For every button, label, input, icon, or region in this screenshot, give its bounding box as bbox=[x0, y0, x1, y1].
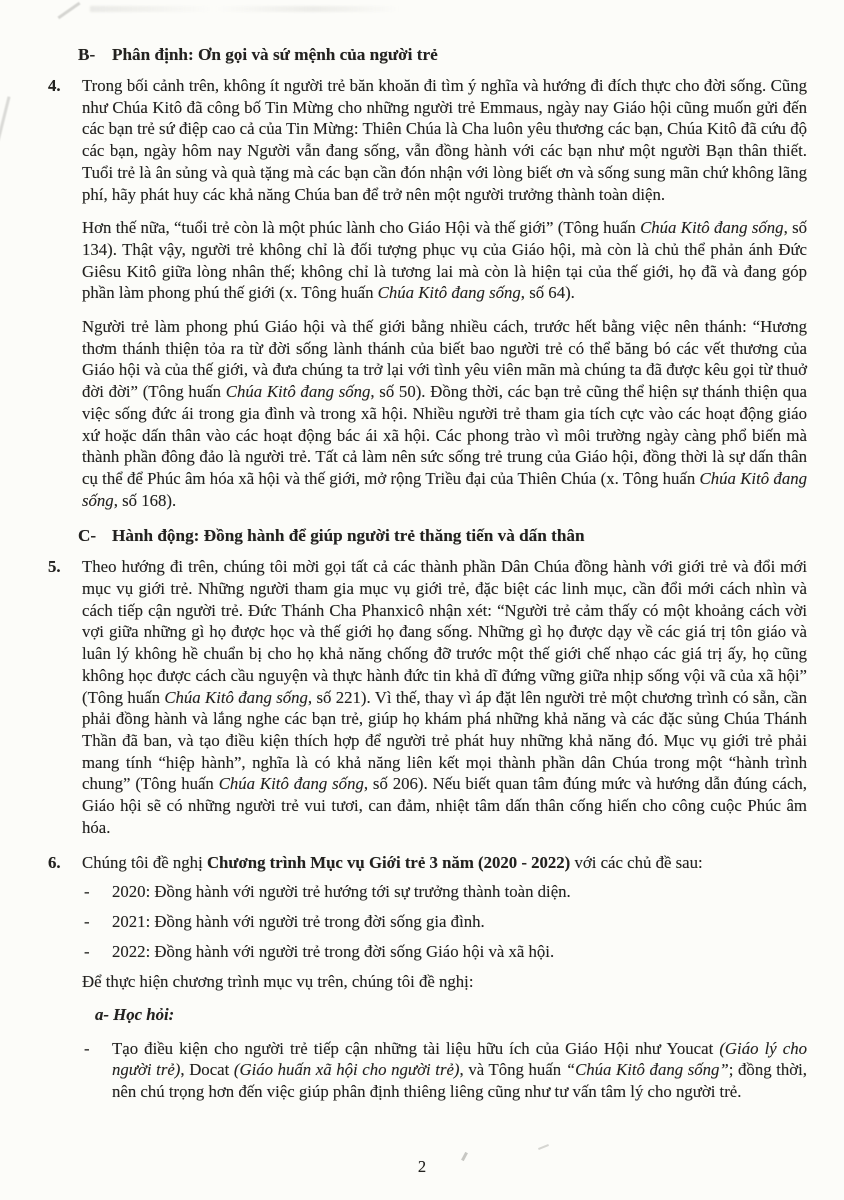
item-body-6 bbox=[82, 852, 807, 1103]
paragraph-5-1: Theo hướng đi trên, chúng tôi mời gọi tất cả các thành phần Dân Chúa đồng hành với giới trẻ và đổi mới mục vụ giới trẻ. Những người tham gia mục vụ giới trẻ, đặc biệt các linh mục, cần đổi mới cách nhìn và cách tiếp cận người trẻ. Đức Thánh Cha Phanxicô nhận xét: “Người trẻ cảm thấy có một khoảng cách vời vợi giữa những gì họ được học và thế giới họ đang sống. Những gì họ được dạy về các giá trị tôn giáo và luân lý không hề chuẩn bị cho họ khả năng chống đỡ trước một thế giới chế nhạo các giá trị ấy, họ cũng không học được cách cầu nguyện và thực hành đức tin khả dĩ đứng vững giữa nhịp sống vội vã của xã hội” (Tông huấn Chúa Kitô đang sống, số 221). Vì thế, thay vì áp đặt lên người trẻ một chương trình có sẵn, cần phải đồng hành và lắng nghe các bạn trẻ, giúp họ khám phá những khả năng và các đặc sủng Chúa Thánh Thần đã ban, và tạo điều kiện thích hợp để người trẻ phát huy những khả năng đó. Mục vụ giới trẻ phải mang tính “hiệp hành”, nghĩa là có khả năng liên kết mọi thành phần dân Chúa trong một “hành trình chung” (Tông huấn Chúa Kitô đang sống, số 206). Nếu biết quan tâm đúng mức và hướng dẫn đúng cách, Giáo hội sẽ có những người trẻ vui tươi, can đảm, nhiệt tâm dấn thân cống hiến cho công cuộc Phúc âm hóa. bbox=[82, 557, 808, 837]
page-number: 2 bbox=[417, 1157, 427, 1176]
bullet-dash-icon: - bbox=[84, 911, 90, 931]
item-body-5 bbox=[82, 556, 807, 838]
numbered-item-6 bbox=[48, 852, 807, 1103]
item-number-4: 4. bbox=[48, 76, 61, 95]
list-item-text: Tạo điều kiện cho người trẻ tiếp cận những tài liệu hữu ích của Giáo Hội như Youcat (Giáo lý cho người trẻ), Docat (Giáo huấn xã hội cho người trẻ), và Tông huấn “Chúa Kitô đang sống”; đồng thời, nên chú trọng hơn đến việc giúp phân định thiêng liêng cũng như tư vấn tâm lý cho người trẻ. bbox=[112, 1038, 807, 1102]
paragraph-4-2: Hơn thế nữa, “tuổi trẻ còn là một phúc lành cho Giáo Hội và thế giới” (Tông huấn Chúa Kitô đang sống, số 134). Thật vậy, người trẻ không chỉ là đối tượng phục vụ của Giáo hội, mà còn là chủ thể phản ánh Đức Giêsu Kitô giữa lòng nhân thế; không chỉ là tương lai mà còn là hiện tại của thế giới, họ đã và đang góp phần làm phong phú thế giới (x. Tông huấn Chúa Kitô đang sống, số 64). bbox=[82, 218, 808, 303]
scan-artifact bbox=[90, 6, 400, 12]
list-item-study bbox=[82, 1038, 807, 1103]
list-item-2020 bbox=[82, 881, 807, 903]
paragraph-4-1: Trong bối cảnh trên, không ít người trẻ băn khoăn đi tìm ý nghĩa và hướng đi đích thực cho đời sống. Cũng như Chúa Kitô đã công bố Tin Mừng cho những người trẻ Emmaus, ngày nay Giáo hội cũng muốn gửi đến các bạn trẻ sứ điệp cao cả của Tin Mừng: Thiên Chúa là Cha luôn yêu thương các bạn, Chúa Kitô đã cứu độ các bạn, ngày hôm nay Người vẫn đang sống, vẫn đồng hành với các bạn như một người Bạn thân thiết. Tuổi trẻ là ân sủng và quà tặng mà các bạn cần đón nhận với lòng biết ơn và sống sung mãn chứ không lãng phí, hãy phát huy các khả năng Chúa ban để trở nên một người trưởng thành toàn diện. bbox=[82, 76, 807, 204]
numbered-item-4 bbox=[48, 75, 807, 511]
list-item-text: 2022: Đồng hành với người trẻ trong đời sống Giáo hội và xã hội. bbox=[112, 941, 555, 961]
section-label-b: B- bbox=[78, 45, 96, 64]
section-title-b: Phân định: Ơn gọi và sứ mệnh của người trẻ bbox=[112, 45, 438, 64]
bullet-dash-icon: - bbox=[84, 941, 90, 961]
numbered-item-5 bbox=[48, 556, 807, 838]
scan-artifact bbox=[57, 2, 80, 19]
paragraph-6-followup: Để thực hiện chương trình mục vụ trên, chúng tôi đề nghị: bbox=[82, 972, 474, 992]
paragraph-4-3: Người trẻ làm phong phú Giáo hội và thế giới bằng nhiều cách, trước hết bằng việc nên thánh: “Hương thơm thánh thiện tỏa ra từ đời sống lành thánh của biết bao người trẻ có thể băng bó các vết thương của Giáo hội và của thế giới, và đưa chúng ta trở lại với tình yêu viên mãn mà chúng ta đã được kêu gọi từ thuở đời đời” (Tông huấn Chúa Kitô đang sống, số 50). Đồng thời, các bạn trẻ cũng thể hiện sự thánh thiện qua việc sống đức ái trong gia đình và trong xã hội. Nhiều người trẻ tham gia tích cực vào các hoạt động giáo xứ hoặc dấn thân vào các hoạt động bác ái xã hội. Các phong trào vì môi trường ngày càng phổ biến mà thành phần đông đảo là người trẻ. Tất cả làm nên sức sống trẻ trung của Giáo hội, đồng thời là sự dấn thân cụ thể để Phúc âm hóa xã hội và thế giới, mở rộng Triều đại của Thiên Chúa (x. Tông huấn Chúa Kitô đang sống, số 168). bbox=[82, 317, 807, 510]
subheading-a-hoc-hoi: a- Học hỏi: bbox=[95, 1005, 175, 1025]
list-item-2022 bbox=[82, 941, 807, 963]
item-body-4 bbox=[82, 75, 807, 511]
bullet-dash-icon: - bbox=[84, 1038, 90, 1058]
list-item-text: 2021: Đồng hành với người trẻ trong đời sống gia đình. bbox=[112, 911, 485, 931]
list-item-text: 2020: Đồng hành với người trẻ hướng tới sự trưởng thành toàn diện. bbox=[112, 882, 571, 902]
section-heading-c bbox=[78, 525, 807, 547]
item-number-6: 6. bbox=[48, 852, 61, 872]
section-title-c: Hành động: Đồng hành để giúp người trẻ thăng tiến và dấn thân bbox=[112, 526, 585, 546]
paragraph-6-lead: Chúng tôi đề nghị Chương trình Mục vụ Giới trẻ 3 năm (2020 - 2022) với các chủ đề sau: bbox=[82, 852, 703, 872]
item-number-5: 5. bbox=[48, 557, 61, 577]
scan-artifact bbox=[0, 96, 11, 141]
scan-artifact bbox=[538, 1144, 549, 1150]
section-label-c: C- bbox=[78, 526, 97, 546]
bullet-dash-icon: - bbox=[84, 882, 90, 902]
list-item-2021 bbox=[82, 911, 807, 933]
section-heading-b bbox=[78, 44, 807, 66]
page-content bbox=[48, 44, 807, 1103]
